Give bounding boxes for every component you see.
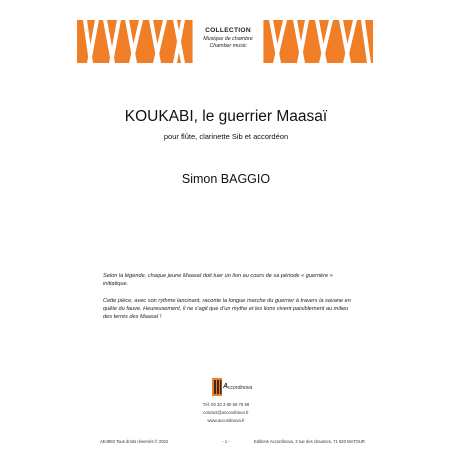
footer-page-number: - 1 - bbox=[222, 439, 230, 444]
publisher-logo-initial: A bbox=[223, 383, 229, 390]
publisher-email[interactable]: contact@accordinova.fr bbox=[203, 410, 249, 415]
publisher-logo bbox=[210, 377, 254, 397]
collection-banner bbox=[77, 20, 373, 65]
footer-publisher-address: Editions Accordinova, 3 rue des chaumes, 71 620 MATOUR bbox=[254, 439, 365, 444]
collection-subtitle-en: Chamber music bbox=[209, 43, 247, 49]
description-paragraph-2: Cette pièce, avec son rythme lancinant, raconte la longue marche du guerrier à travers la savane en quête du fauve. Heureusement, il ne s'agit que d'un mythe et les lions vivent paisiblement au milieu des terres des Maasaï ! bbox=[103, 298, 351, 320]
composer-name: Simon BAGGIO bbox=[181, 172, 271, 186]
collection-label-box bbox=[192, 20, 264, 63]
publisher-website[interactable]: www.accordinova.fr bbox=[207, 418, 245, 423]
publisher-phone: Tél. 00 33 3 80 59 75 58 bbox=[202, 402, 250, 407]
collection-title: COLLECTION bbox=[205, 27, 251, 34]
work-title: KOUKABI, le guerrier Maasaï bbox=[124, 108, 328, 125]
footer-copyright: AE4860 Tous droits réservés © 2022 bbox=[100, 439, 169, 444]
collection-subtitle-fr: Musique de chambre bbox=[203, 36, 253, 42]
work-instrumentation: pour flûte, clarinette Sib et accordéon bbox=[163, 132, 289, 141]
publisher-logo-text: ccordinova bbox=[228, 385, 253, 391]
description-paragraph-1: Selon la légende, chaque jeune Maasaï doit tuer un lion au cours de sa période « guerrière » initiatique. bbox=[103, 273, 333, 287]
